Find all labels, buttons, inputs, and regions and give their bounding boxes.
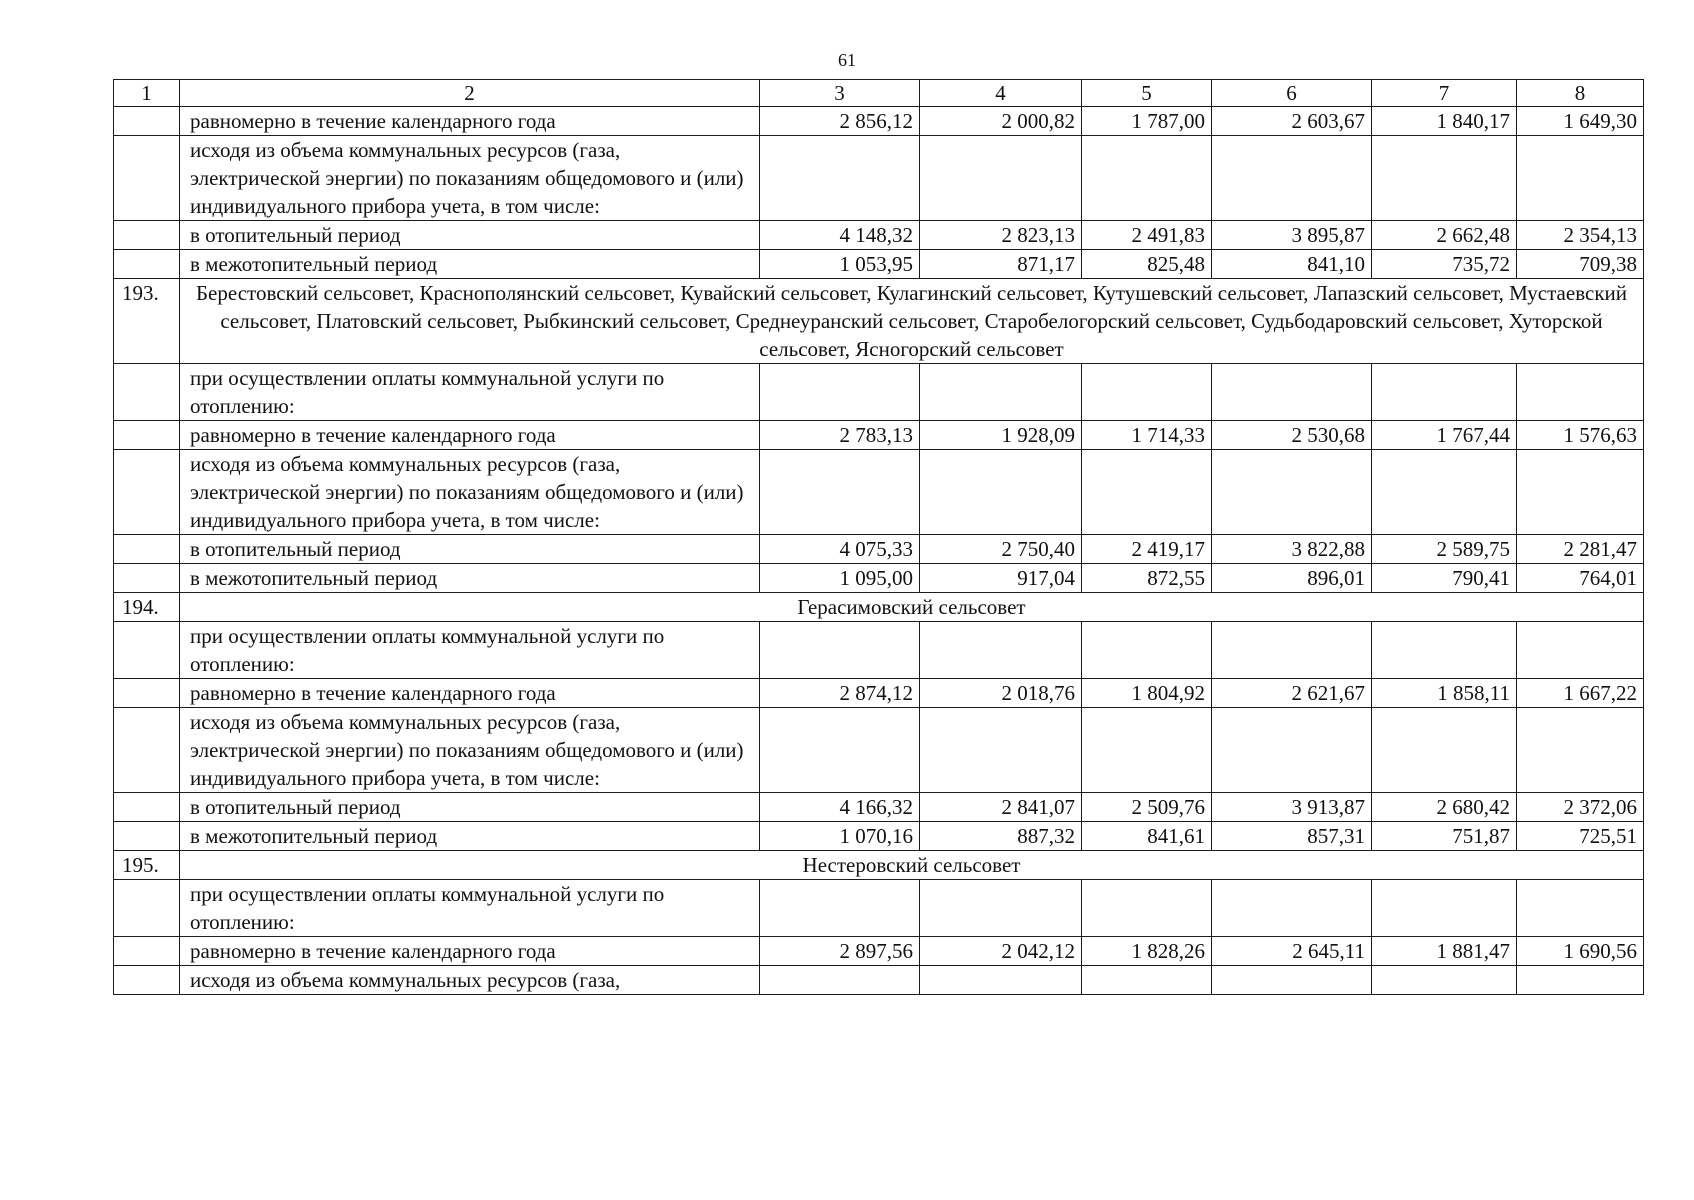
value-cell: 2 662,48: [1372, 221, 1517, 250]
tariff-table: [113, 79, 1644, 995]
value-cell: 896,01: [1212, 564, 1372, 593]
column-header: 3: [760, 80, 920, 107]
row-label: в отопительный период: [180, 535, 760, 564]
value-cell: [1082, 622, 1212, 679]
value-cell: [920, 622, 1082, 679]
value-cell: [1212, 708, 1372, 793]
value-cell: [760, 708, 920, 793]
section-title: Берестовский сельсовет, Краснополянский сельсовет, Кувайский сельсовет, Кулагинский сельсовет, Кутушевский сельсовет, Лапазский сельсовет, Мустаевский сельсовет, Платовский сельсовет, Рыбкинский сельсовет, Среднеуранский сельсовет, Старобелогорский сельсовет, Судьбодаровский сельсовет, Хуторской сельсовет, Ясногорский сельсовет: [180, 279, 1644, 364]
row-label: при осуществлении оплаты коммунальной услуги по отоплению:: [180, 880, 760, 937]
value-cell: 1 095,00: [760, 564, 920, 593]
value-cell: 2 603,67: [1212, 107, 1372, 136]
value-cell: [1082, 708, 1212, 793]
value-cell: [760, 880, 920, 937]
value-cell: 4 148,32: [760, 221, 920, 250]
value-cell: [760, 450, 920, 535]
row-label: равномерно в течение календарного года: [180, 421, 760, 450]
value-cell: 841,61: [1082, 822, 1212, 851]
table-body: [114, 80, 1644, 995]
value-cell: [1082, 136, 1212, 221]
table-row: [114, 822, 1644, 851]
section-number: 193.: [114, 279, 180, 364]
row-label: исходя из объема коммунальных ресурсов (газа,: [180, 966, 760, 995]
value-cell: [1212, 622, 1372, 679]
value-cell: 2 783,13: [760, 421, 920, 450]
section-title: Нестеровский сельсовет: [180, 851, 1644, 880]
value-cell: 1 858,11: [1372, 679, 1517, 708]
value-cell: [920, 450, 1082, 535]
value-cell: 3 895,87: [1212, 221, 1372, 250]
value-cell: 872,55: [1082, 564, 1212, 593]
row-label: в отопительный период: [180, 793, 760, 822]
value-cell: [920, 708, 1082, 793]
column-header: 1: [114, 80, 180, 107]
value-cell: [1517, 136, 1644, 221]
value-cell: 2 897,56: [760, 937, 920, 966]
row-number-cell: [114, 880, 180, 937]
value-cell: 2 372,06: [1517, 793, 1644, 822]
table-row: [114, 679, 1644, 708]
value-cell: 825,48: [1082, 250, 1212, 279]
row-number-cell: [114, 250, 180, 279]
value-cell: [1517, 364, 1644, 421]
value-cell: [1372, 136, 1517, 221]
value-cell: [1517, 880, 1644, 937]
value-cell: [920, 880, 1082, 937]
row-number-cell: [114, 937, 180, 966]
row-number-cell: [114, 708, 180, 793]
column-header: 8: [1517, 80, 1644, 107]
row-number-cell: [114, 564, 180, 593]
row-number-cell: [114, 221, 180, 250]
value-cell: [920, 364, 1082, 421]
label-row: [114, 966, 1644, 995]
value-cell: 4 075,33: [760, 535, 920, 564]
value-cell: [1372, 364, 1517, 421]
value-cell: 2 874,12: [760, 679, 920, 708]
label-row: [114, 622, 1644, 679]
value-cell: 1 881,47: [1372, 937, 1517, 966]
value-cell: [1082, 364, 1212, 421]
row-label: в межотопительный период: [180, 822, 760, 851]
value-cell: 1 828,26: [1082, 937, 1212, 966]
column-header: 6: [1212, 80, 1372, 107]
column-header-row: [114, 80, 1644, 107]
value-cell: [1212, 136, 1372, 221]
value-cell: [1212, 450, 1372, 535]
row-label: исходя из объема коммунальных ресурсов (газа, электрической энергии) по показаниям общедомового и (или) индивидуального прибора учета, в том числе:: [180, 708, 760, 793]
row-label: в отопительный период: [180, 221, 760, 250]
value-cell: 2 042,12: [920, 937, 1082, 966]
row-label: в межотопительный период: [180, 250, 760, 279]
value-cell: 1 070,16: [760, 822, 920, 851]
value-cell: 1 767,44: [1372, 421, 1517, 450]
value-cell: 1 787,00: [1082, 107, 1212, 136]
label-row: [114, 708, 1644, 793]
value-cell: 2 680,42: [1372, 793, 1517, 822]
value-cell: 857,31: [1212, 822, 1372, 851]
value-cell: [1082, 880, 1212, 937]
value-cell: 709,38: [1517, 250, 1644, 279]
value-cell: [1082, 450, 1212, 535]
table-row: [114, 250, 1644, 279]
value-cell: 917,04: [920, 564, 1082, 593]
row-number-cell: [114, 364, 180, 421]
value-cell: [1212, 880, 1372, 937]
value-cell: 3 822,88: [1212, 535, 1372, 564]
row-label: исходя из объема коммунальных ресурсов (газа, электрической энергии) по показаниям общедомового и (или) индивидуального прибора учета, в том числе:: [180, 136, 760, 221]
value-cell: 1 690,56: [1517, 937, 1644, 966]
row-label: исходя из объема коммунальных ресурсов (газа, электрической энергии) по показаниям общедомового и (или) индивидуального прибора учета, в том числе:: [180, 450, 760, 535]
table-row: [114, 107, 1644, 136]
value-cell: [1372, 450, 1517, 535]
value-cell: [760, 136, 920, 221]
value-cell: 764,01: [1517, 564, 1644, 593]
value-cell: 1 053,95: [760, 250, 920, 279]
value-cell: 2 000,82: [920, 107, 1082, 136]
value-cell: 1 714,33: [1082, 421, 1212, 450]
table-row: [114, 221, 1644, 250]
value-cell: 725,51: [1517, 822, 1644, 851]
page-number: 61: [838, 50, 856, 70]
value-cell: 1 804,92: [1082, 679, 1212, 708]
value-cell: 841,10: [1212, 250, 1372, 279]
row-number-cell: [114, 822, 180, 851]
row-number-cell: [114, 136, 180, 221]
value-cell: [1517, 966, 1644, 995]
value-cell: 1 576,63: [1517, 421, 1644, 450]
row-label: равномерно в течение календарного года: [180, 107, 760, 136]
value-cell: [1372, 966, 1517, 995]
value-cell: 2 823,13: [920, 221, 1082, 250]
label-row: [114, 136, 1644, 221]
label-row: [114, 880, 1644, 937]
value-cell: 1 667,22: [1517, 679, 1644, 708]
value-cell: 2 750,40: [920, 535, 1082, 564]
value-cell: 735,72: [1372, 250, 1517, 279]
value-cell: [1517, 708, 1644, 793]
value-cell: 1 928,09: [920, 421, 1082, 450]
value-cell: [920, 966, 1082, 995]
value-cell: 4 166,32: [760, 793, 920, 822]
row-number-cell: [114, 535, 180, 564]
label-row: [114, 450, 1644, 535]
value-cell: [760, 622, 920, 679]
value-cell: 2 509,76: [1082, 793, 1212, 822]
value-cell: [1212, 364, 1372, 421]
row-number-cell: [114, 450, 180, 535]
section-number: 195.: [114, 851, 180, 880]
row-label: при осуществлении оплаты коммунальной услуги по отоплению:: [180, 364, 760, 421]
row-label: в межотопительный период: [180, 564, 760, 593]
value-cell: [1517, 450, 1644, 535]
value-cell: 3 913,87: [1212, 793, 1372, 822]
column-header: 4: [920, 80, 1082, 107]
section-row: [114, 279, 1644, 364]
value-cell: 2 856,12: [760, 107, 920, 136]
value-cell: [1517, 622, 1644, 679]
row-number-cell: [114, 966, 180, 995]
section-row: [114, 593, 1644, 622]
value-cell: 790,41: [1372, 564, 1517, 593]
value-cell: [920, 136, 1082, 221]
section-number: 194.: [114, 593, 180, 622]
value-cell: 1 649,30: [1517, 107, 1644, 136]
row-number-cell: [114, 107, 180, 136]
value-cell: 1 840,17: [1372, 107, 1517, 136]
value-cell: 2 530,68: [1212, 421, 1372, 450]
row-label: при осуществлении оплаты коммунальной услуги по отоплению:: [180, 622, 760, 679]
section-row: [114, 851, 1644, 880]
label-row: [114, 364, 1644, 421]
value-cell: 2 645,11: [1212, 937, 1372, 966]
value-cell: [760, 966, 920, 995]
table-row: [114, 564, 1644, 593]
table-row: [114, 937, 1644, 966]
value-cell: [760, 364, 920, 421]
row-number-cell: [114, 793, 180, 822]
row-label: равномерно в течение календарного года: [180, 679, 760, 708]
value-cell: [1372, 708, 1517, 793]
value-cell: [1082, 966, 1212, 995]
section-title: Герасимовский сельсовет: [180, 593, 1644, 622]
value-cell: 751,87: [1372, 822, 1517, 851]
value-cell: [1372, 622, 1517, 679]
value-cell: [1372, 880, 1517, 937]
value-cell: 2 354,13: [1517, 221, 1644, 250]
table-row: [114, 793, 1644, 822]
value-cell: 2 018,76: [920, 679, 1082, 708]
value-cell: 2 589,75: [1372, 535, 1517, 564]
row-number-cell: [114, 622, 180, 679]
value-cell: 887,32: [920, 822, 1082, 851]
value-cell: 2 621,67: [1212, 679, 1372, 708]
column-header: 5: [1082, 80, 1212, 107]
column-header: 2: [180, 80, 760, 107]
value-cell: 2 419,17: [1082, 535, 1212, 564]
value-cell: 2 281,47: [1517, 535, 1644, 564]
value-cell: 2 491,83: [1082, 221, 1212, 250]
table-row: [114, 421, 1644, 450]
row-number-cell: [114, 421, 180, 450]
row-label: равномерно в течение календарного года: [180, 937, 760, 966]
value-cell: [1212, 966, 1372, 995]
value-cell: 2 841,07: [920, 793, 1082, 822]
row-number-cell: [114, 679, 180, 708]
value-cell: 871,17: [920, 250, 1082, 279]
column-header: 7: [1372, 80, 1517, 107]
table-row: [114, 535, 1644, 564]
